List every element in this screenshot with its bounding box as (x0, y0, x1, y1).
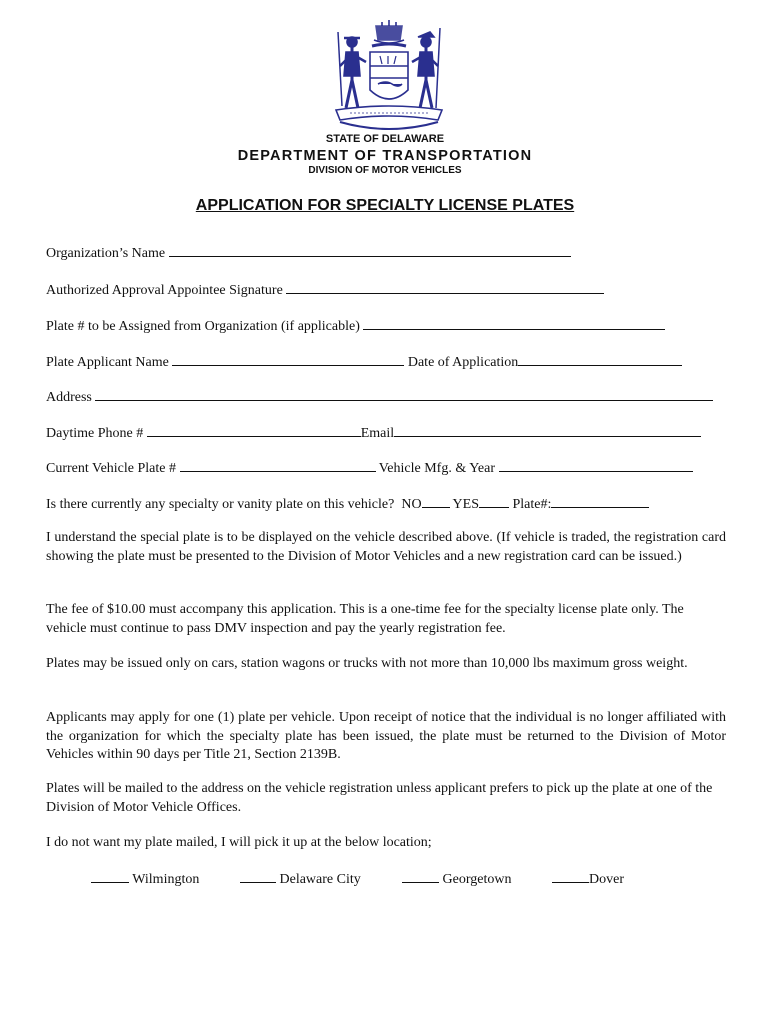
email-field[interactable] (394, 423, 701, 437)
no-label: NO (401, 497, 422, 512)
specialty-plate-row (46, 494, 649, 514)
paragraph-display-requirement: I understand the special plate is to be displayed on the vehicle described above. (If vehicle is traded, the registration card showing the plate must be presented to the Division of Motor Vehicles and a new registration card can be issued.) (46, 530, 726, 564)
delaware-state-seal-icon (330, 18, 448, 134)
location-georgetown (402, 869, 511, 888)
signature-label: Authorized Approval Appointee Signature (46, 283, 283, 298)
header-division: DIVISION OF MOTOR VEHICLES (308, 165, 462, 176)
dover-field[interactable] (552, 869, 589, 883)
paragraph-vehicle-types: Plates may be issued only on cars, station wagons or trucks with not more than 10,000 lbs maximum gross weight. (46, 656, 688, 671)
current-plate-label: Current Vehicle Plate # (46, 461, 176, 476)
paragraph-one-plate: Applicants may apply for one (1) plate per vehicle. Upon receipt of notice that the individual is no longer affiliated with the organization for which the specialty plate has been issued, the plate must be returned to the Division of Motor Vehicles within 90 days per Title 21, Section 2139B. (46, 710, 726, 762)
organization-name-label: Organization’s Name (46, 246, 166, 261)
phone-email-row (46, 423, 701, 443)
plate-assigned-row (46, 316, 665, 336)
no-field[interactable] (422, 494, 450, 508)
location-wilmington (91, 869, 199, 888)
signature-field[interactable] (286, 280, 604, 294)
daytime-phone-label: Daytime Phone # (46, 426, 144, 441)
delaware-city-label: Delaware City (279, 872, 361, 887)
current-plate-field[interactable] (180, 458, 376, 472)
paragraph-mailing: Plates will be mailed to the address on the vehicle registration unless applicant prefers to pick up the plate at one of the Division of Motor Vehicle Offices. (46, 781, 713, 815)
location-delaware-city (240, 869, 361, 888)
form-title: APPLICATION FOR SPECIALTY LICENSE PLATES (195, 197, 575, 214)
applicant-name-field[interactable] (172, 352, 404, 366)
dover-label: Dover (589, 872, 624, 887)
georgetown-label: Georgetown (442, 872, 512, 887)
signature-row (46, 280, 604, 300)
daytime-phone-field[interactable] (147, 423, 361, 437)
header-department: DEPARTMENT OF TRANSPORTATION (237, 148, 533, 164)
vehicle-row (46, 458, 693, 478)
applicant-name-label: Plate Applicant Name (46, 355, 169, 370)
plate-assigned-field[interactable] (363, 316, 665, 330)
plate-number-label: Plate#: (512, 497, 552, 512)
vehicle-mfg-year-label: Vehicle Mfg. & Year (378, 461, 496, 476)
plate-number-field[interactable] (551, 494, 649, 508)
date-of-application-label: Date of Application (407, 355, 519, 370)
header-state: STATE OF DELAWARE (325, 133, 445, 145)
yes-label: YES (452, 497, 479, 512)
address-row (46, 387, 713, 407)
date-of-application-field[interactable] (518, 352, 682, 366)
georgetown-field[interactable] (402, 869, 439, 883)
email-label: Email (360, 426, 395, 441)
applicant-row (46, 352, 682, 372)
vehicle-mfg-year-field[interactable] (499, 458, 693, 472)
organization-name-row (46, 243, 571, 263)
yes-field[interactable] (479, 494, 509, 508)
organization-name-field[interactable] (169, 243, 571, 257)
specialty-question-label: Is there currently any specialty or vanity plate on this vehicle? (46, 497, 395, 512)
plate-assigned-label: Plate # to be Assigned from Organization (if applicable) (46, 319, 360, 334)
location-dover (552, 869, 624, 888)
address-field[interactable] (95, 387, 713, 401)
delaware-city-field[interactable] (240, 869, 276, 883)
address-label: Address (46, 390, 92, 405)
pickup-intro: I do not want my plate mailed, I will pick it up at the below location; (46, 835, 432, 850)
paragraph-fee: The fee of $10.00 must accompany this application. This is a one-time fee for the specialty license plate only. The vehicle must continue to pass DMV inspection and pay the yearly registration fee. (46, 602, 684, 636)
wilmington-field[interactable] (91, 869, 129, 883)
wilmington-label: Wilmington (132, 872, 200, 887)
